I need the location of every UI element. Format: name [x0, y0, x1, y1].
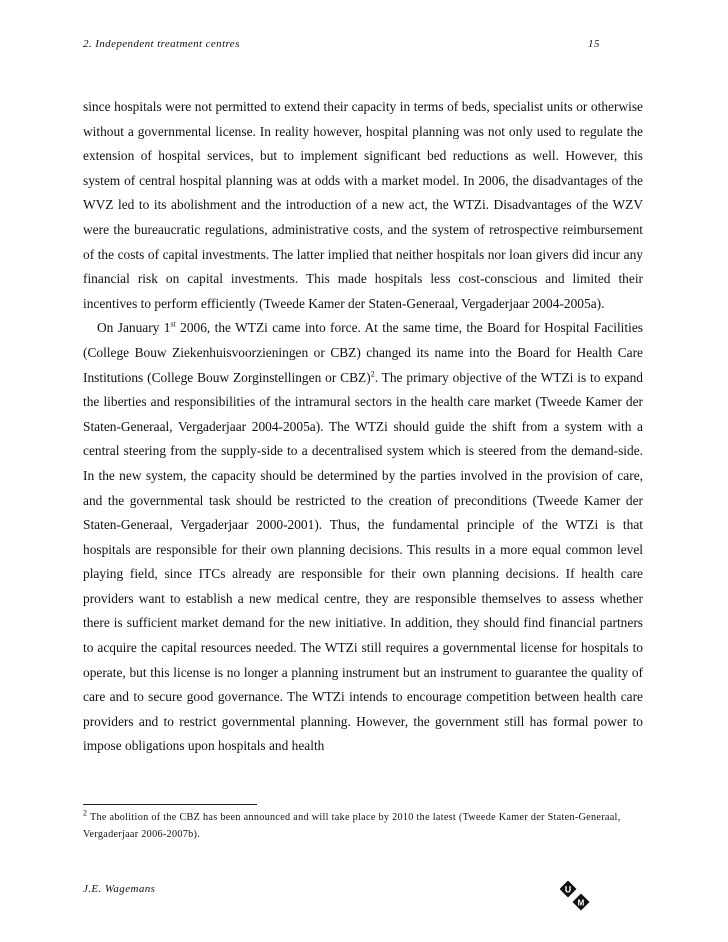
paragraph-2 [83, 316, 643, 759]
running-header [83, 38, 643, 58]
university-logo-icon [560, 881, 590, 911]
logo-letter-u: U [564, 884, 572, 895]
chapter-title: 2. Independent treatment centres [83, 38, 240, 50]
footnote-number: 2 [83, 808, 88, 818]
footnote-divider [83, 804, 257, 805]
ordinal-suffix: st [170, 319, 176, 329]
paragraph-2-part-c: . The primary objective of the WTZi is to expand the liberties and responsibilities of the intramural sectors in the health care market (Tweede Kamer der Staten-Generaal, Vergaderjaar 2004-2005a). The WTZi should guide the shift from a system with a central steering from the supply-side to a decentralised system which is steered from the demand-side. In the new system, the capacity should be determined by the parties involved in the provision of care, and the governmental task should be restricted to the creation of preconditions (Tweede Kamer der Staten-Generaal, Vergaderjaar 2000-2001). Thus, the fundamental principle of the WTZi is that hospitals are responsible for their own planning decisions. This results in a more equal common level playing field, since ITCs already are responsible for their own planning decisions. If health care providers want to establish a new medical centre, they are responsible themselves to assess whether there is sufficient market demand for the new initiative. In addition, they should find financial partners to acquire the capital resources needed. The WTZi still requires a governmental license for hospitals to operate, but this license is no longer a planning instrument but an instrument to guarantee the quality of care and to secure good governance. The WTZi intends to encourage competition between health care providers and to restrict governmental planning. However, the government still has formal power to impose obligations upon hospitals and health [83, 369, 643, 754]
footnote [83, 809, 643, 843]
logo-letter-m: M [577, 898, 585, 908]
footnote-text: The abolition of the CBZ has been announced and will take place by 2010 the latest (Tweede Kamer der Staten-Generaal, Vergaderjaar 2006-2007b). [83, 812, 621, 840]
footer-author: J.E. Wagemans [83, 883, 156, 895]
paragraph-2-part-b: 2006, the WTZi came into force. At the same time, the Board for Hospital Facilities (College Bouw Ziekenhuisvoorzieningen or CBZ) changed its name into the Board for Health Care Institutions (College Bouw Zorginstellingen or CBZ) [83, 320, 643, 385]
footnote-reference[interactable]: 2 [370, 369, 375, 379]
paragraph-1: since hospitals were not permitted to extend their capacity in terms of beds, specialist units or otherwise without a governmental license. In reality however, hospital planning was not only used to regulate the extension of hospital services, but to implement significant bed reductions as well. However, this system of central hospital planning was at odds with a market model. In 2006, the disadvantages of the WVZ led to its abolishment and the introduction of a new act, the WTZi. Disadvantages of the WZV were the bureaucratic regulations, administrative costs, and the system of retrospective reimbursement of the costs of capital investments. The latter implied that neither hospitals nor loan givers did incur any financial risk on capital investments. This made hospitals less cost-conscious and limited their incentives to perform efficiently (Tweede Kamer der Staten-Generaal, Vergaderjaar 2004-2005a). [83, 99, 643, 311]
page-number: 15 [588, 38, 600, 50]
body-text [83, 95, 643, 759]
paragraph-2-part-a: On January 1 [97, 320, 171, 336]
